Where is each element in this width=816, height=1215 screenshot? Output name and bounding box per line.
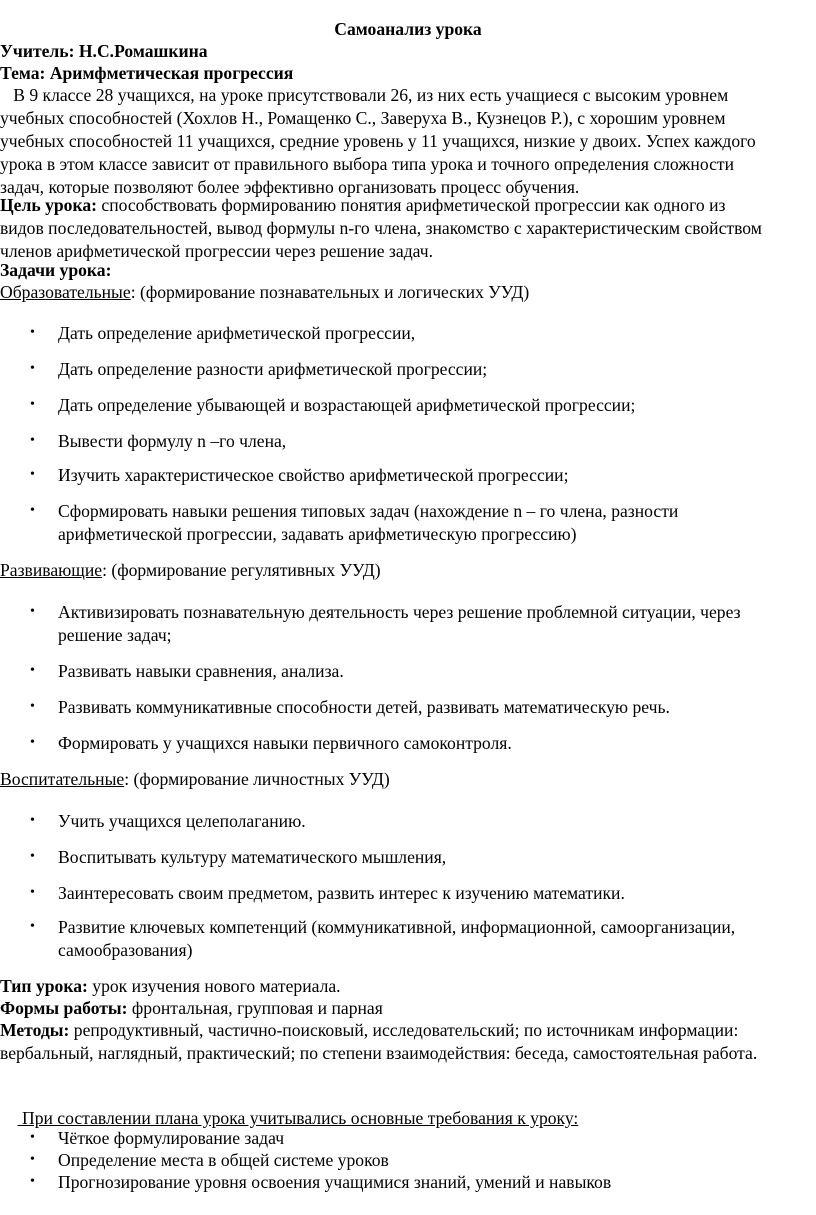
intro-line: В 9 классе 28 учащихся, на уроке присутствовали 26, из них есть учащиеся с высоким уровнем — [0, 85, 729, 105]
bullet-icon: • — [30, 919, 35, 934]
edu-suffix: : (формирование познавательных и логических УУД) — [130, 282, 530, 302]
list-item-text: Определение места в общей системе уроков — [58, 1150, 389, 1170]
list-item-text: Сформировать навыки решения типовых задач (нахождение n – го члена, разности арифметической прогрессии, задавать арифметическую прогрессию) — [58, 501, 679, 544]
list-item-text: Чёткое формулирование задач — [58, 1128, 285, 1148]
dev-heading — [0, 559, 381, 581]
work-forms-label: Формы работы: — [0, 998, 128, 1018]
bullet-icon: • — [30, 503, 35, 518]
intro-line: задач, которые позволяют более эффективно организовать процесс обучения. — [0, 177, 580, 197]
bullet-icon: • — [30, 325, 35, 340]
teacher-value: Н.С.Ромашкина — [78, 41, 208, 61]
goal-line — [0, 194, 725, 216]
bullet-icon: • — [30, 663, 35, 678]
bullet-icon: • — [30, 1130, 35, 1145]
list-item-text: Развитие ключевых компетенций (коммуникативной, информационной, самоорганизации, самообразования) — [58, 917, 736, 960]
methods-line — [0, 1019, 738, 1041]
bullet-icon: • — [30, 699, 35, 714]
list-item-text: Дать определение убывающей и возрастающей арифметической прогрессии; — [58, 395, 636, 415]
bullet-icon: • — [30, 735, 35, 750]
document-title: Самоанализ урока — [334, 19, 482, 39]
goal-line: членов арифметической прогрессии через решение задач. — [0, 241, 433, 261]
goal-label: Цель урока: — [0, 195, 97, 215]
intro-line: учебных способностей 11 учащихся, средние уровень у 11 учащихся, низкие у двоих. Успех каждого — [0, 131, 756, 151]
bullet-icon: • — [30, 604, 35, 619]
upbr-suffix: : (формирование личностных УУД) — [124, 769, 390, 789]
list-item-text: Активизировать познавательную деятельность через решение проблемной ситуации, через решение задач; — [58, 602, 741, 645]
bullet-icon: • — [30, 361, 35, 376]
dev-label: Развивающие — [0, 560, 103, 580]
list-item-text: Дать определение арифметической прогрессии, — [58, 323, 416, 343]
bullet-icon: • — [30, 1152, 35, 1167]
methods-label: Методы: — [0, 1020, 70, 1040]
upbr-heading — [0, 768, 390, 790]
lesson-type-value: урок изучения нового материала. — [87, 976, 341, 996]
upbr-label: Воспитательные — [0, 769, 125, 789]
lesson-type-line — [0, 975, 341, 997]
list-item-text: Воспитывать культуру математического мышления, — [58, 847, 447, 867]
bullet-icon: • — [30, 885, 35, 900]
list-item-text: Учить учащихся целеполаганию. — [58, 811, 306, 831]
work-forms-line — [0, 997, 383, 1019]
work-forms-value: фронтальная, групповая и парная — [127, 998, 383, 1018]
topic-line — [0, 62, 293, 84]
list-item-text: Формировать у учащихся навыки первичного самоконтроля. — [58, 733, 512, 753]
list-item-text: Изучить характеристическое свойство арифметической прогрессии; — [58, 465, 569, 485]
bullet-icon: • — [30, 467, 35, 482]
methods-text: репродуктивный, частично-поисковый, исследовательский; по источникам информации: — [69, 1020, 739, 1040]
list-item-text: Прогнозирование уровня освоения учащимися знаний, умений и навыков — [58, 1172, 612, 1192]
list-item-text: Вывести формулу n –го члена, — [58, 431, 287, 451]
bullet-icon: • — [30, 1174, 35, 1189]
edu-heading — [0, 281, 529, 303]
goal-text: способствовать формированию понятия арифметической прогрессии как одного из — [96, 195, 726, 215]
methods-line: вербальный, наглядный, практический; по степени взаимодействия: беседа, самостоятельная работа. — [0, 1043, 758, 1063]
bullet-icon: • — [30, 433, 35, 448]
list-item-text: Дать определение разности арифметической прогрессии; — [58, 359, 488, 379]
topic-label: Тема: — [0, 63, 46, 83]
edu-label: Образовательные — [0, 282, 131, 302]
goal-line: видов последовательностей, вывод формулы n-го члена, знакомство с характеристическим свойством — [0, 218, 762, 238]
list-item-text: Развивать коммуникативные способности детей, развивать математическую речь. — [58, 697, 670, 717]
bullet-icon: • — [30, 813, 35, 828]
bullet-icon: • — [30, 397, 35, 412]
list-item-text: Развивать навыки сравнения, анализа. — [58, 661, 344, 681]
plan-heading-text: При составлении плана урока учитывались основные требования к уроку: — [17, 1108, 579, 1128]
intro-line: учебных способностей (Хохлов Н., Ромащенко С., Заверуха В., Кузнецов Р.), с хорошим уровнем — [0, 108, 726, 128]
teacher-label: Учитель: — [0, 41, 75, 61]
topic-value: Аримфметическая прогрессия — [49, 63, 294, 83]
teacher-line — [0, 40, 208, 62]
list-item-text: Заинтересовать своим предметом, развить интерес к изучению математики. — [58, 883, 625, 903]
lesson-type-label: Тип урока: — [0, 976, 88, 996]
tasks-label: Задачи урока: — [0, 260, 112, 280]
intro-line: урока в этом классе зависит от правильного выбора типа урока и точного определения сложности — [0, 154, 734, 174]
tasks-heading — [0, 259, 111, 281]
dev-suffix: : (формирование регулятивных УУД) — [102, 560, 381, 580]
bullet-icon: • — [30, 849, 35, 864]
